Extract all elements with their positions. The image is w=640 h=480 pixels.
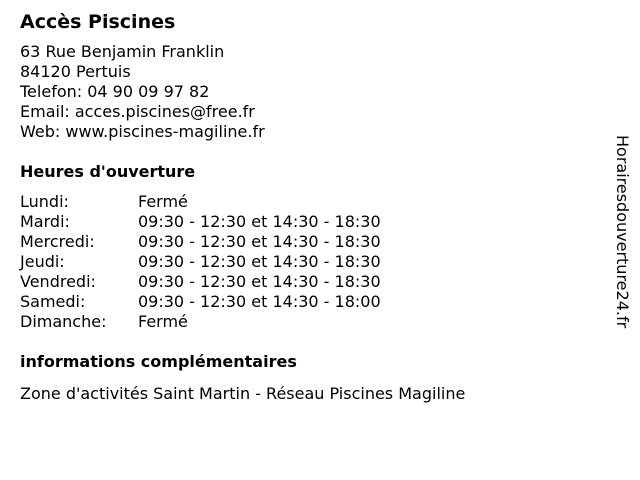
hours-time: Fermé (138, 312, 188, 331)
hours-row-jeudi (20, 252, 600, 272)
business-name: Accès Piscines (20, 11, 176, 33)
hours-row-dimanche (20, 312, 600, 332)
address-line-1: 63 Rue Benjamin Franklin (20, 42, 225, 61)
hours-day: Dimanche: (20, 312, 107, 331)
hours-time: 09:30 - 12:30 et 14:30 - 18:30 (138, 252, 381, 271)
address-line-2: 84120 Pertuis (20, 62, 131, 81)
additional-info-text: Zone d'activités Saint Martin - Réseau Piscines Magiline (20, 384, 466, 403)
hours-row-mercredi (20, 232, 600, 252)
opening-hours-table (20, 192, 600, 332)
hours-row-samedi (20, 292, 600, 312)
hours-day: Lundi: (20, 192, 69, 211)
email-line: Email: acces.piscines@free.fr (20, 102, 255, 121)
hours-day: Mardi: (20, 212, 70, 231)
hours-time: 09:30 - 12:30 et 14:30 - 18:30 (138, 232, 381, 251)
hours-row-lundi (20, 192, 600, 212)
web-line: Web: www.piscines-magiline.fr (20, 122, 265, 141)
hours-time: Fermé (138, 192, 188, 211)
hours-day: Vendredi: (20, 272, 96, 291)
site-watermark-text: Horairesdouverture24.fr (613, 135, 632, 329)
opening-hours-heading: Heures d'ouverture (20, 162, 196, 181)
hours-time: 09:30 - 12:30 et 14:30 - 18:30 (138, 272, 381, 291)
hours-row-vendredi (20, 272, 600, 292)
phone-line: Telefon: 04 90 09 97 82 (20, 82, 210, 101)
hours-row-mardi (20, 212, 600, 232)
hours-time: 09:30 - 12:30 et 14:30 - 18:30 (138, 212, 381, 231)
business-listing (20, 8, 600, 404)
hours-day: Mercredi: (20, 232, 95, 251)
hours-day: Samedi: (20, 292, 86, 311)
hours-day: Jeudi: (20, 252, 65, 271)
additional-info-heading: informations complémentaires (20, 352, 297, 371)
contact-block (20, 42, 600, 142)
hours-time: 09:30 - 12:30 et 14:30 - 18:00 (138, 292, 381, 311)
site-watermark (612, 135, 636, 345)
